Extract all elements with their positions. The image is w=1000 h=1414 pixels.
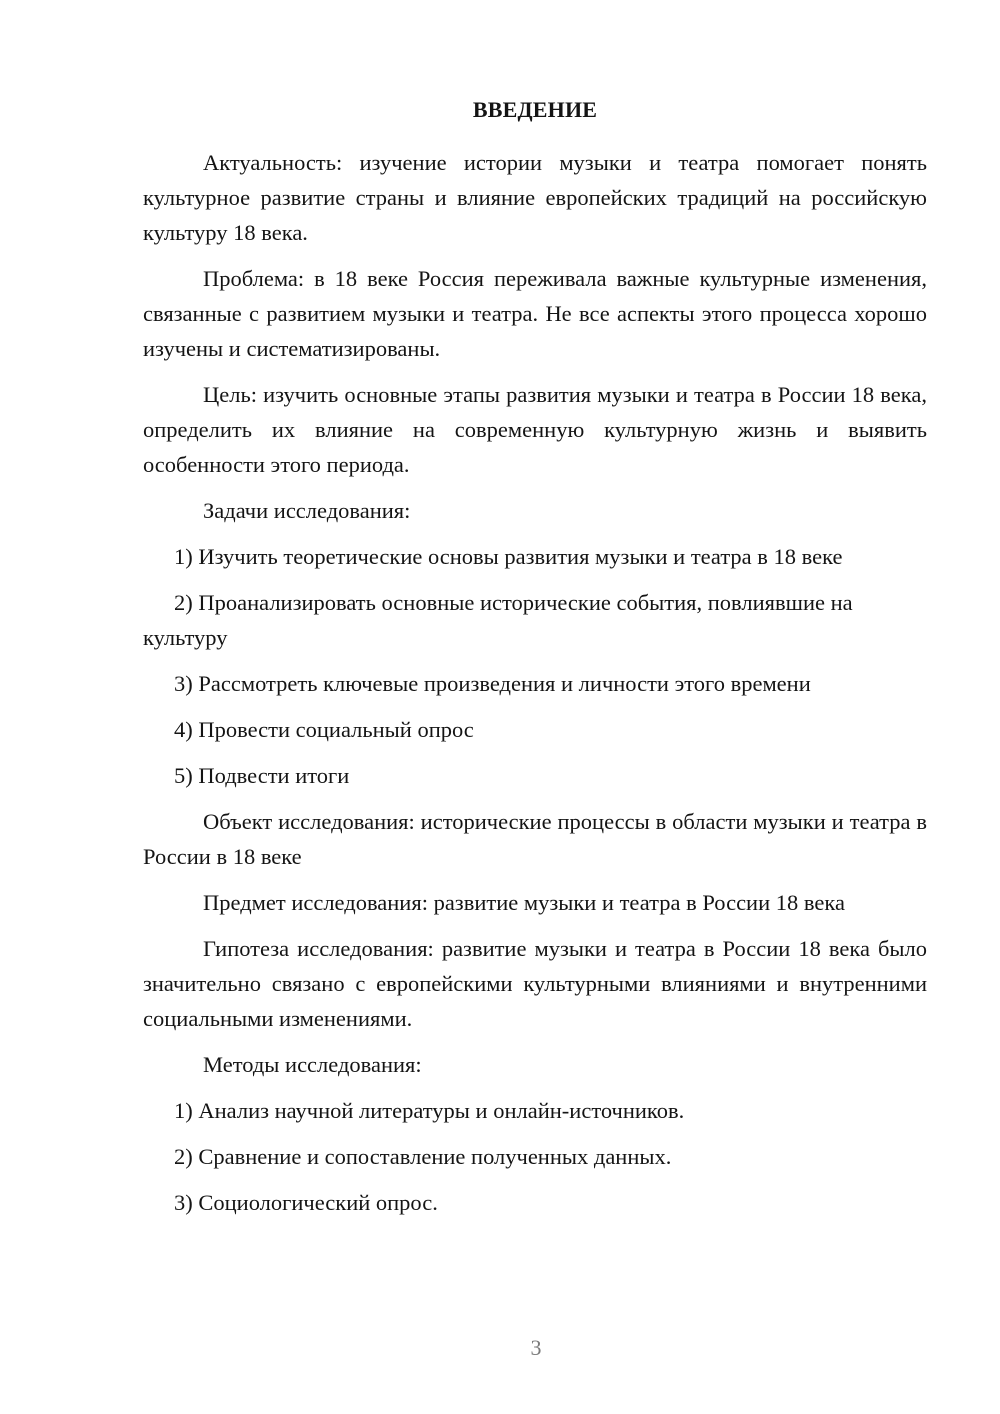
- method-item: 3) Социологический опрос.: [174, 1190, 438, 1215]
- object-paragraph: Объект исследования: исторические процессы в области музыки и театра в России в 18 веке: [143, 809, 927, 869]
- task-item: 3) Рассмотреть ключевые произведения и личности этого времени: [174, 671, 811, 696]
- method-item: 1) Анализ научной литературы и онлайн-источников.: [174, 1098, 685, 1123]
- problem-paragraph: Проблема: в 18 веке Россия переживала важные культурные изменения, связанные с развитием музыки и театра. Не все аспекты этого процесса хорошо изучены и систематизированы.: [143, 266, 927, 361]
- tasks-heading: Задачи исследования:: [203, 498, 411, 523]
- page-title: ВВЕДЕНИЕ: [472, 97, 598, 122]
- task-item: 5) Подвести итоги: [174, 763, 350, 788]
- methods-heading: Методы исследования:: [203, 1052, 422, 1077]
- hypothesis-paragraph: Гипотеза исследования: развитие музыки и театра в России 18 века было значительно связано с европейскими культурными влияниями и внутренними социальными изменениями.: [143, 936, 927, 1031]
- task-item: 1) Изучить теоретические основы развития музыки и театра в 18 веке: [174, 544, 843, 569]
- goal-paragraph: Цель: изучить основные этапы развития музыки и театра в России 18 века, определить их влияние на современную культурную жизнь и выявить особенности этого периода.: [143, 382, 927, 477]
- task-item: 4) Провести социальный опрос: [174, 717, 474, 742]
- method-item: 2) Сравнение и сопоставление полученных данных.: [174, 1144, 672, 1169]
- relevance-paragraph: Актуальность: изучение истории музыки и театра помогает понять культурное развитие страны и влияние европейских традиций на российскую культуру 18 века.: [143, 150, 927, 245]
- task-item: 2) Проанализировать основные исторические события, повлиявшие на культуру: [143, 590, 853, 650]
- document-body: [143, 95, 927, 1231]
- page-number: 3: [530, 1335, 542, 1360]
- subject-paragraph: Предмет исследования: развитие музыки и театра в России 18 века: [203, 890, 845, 915]
